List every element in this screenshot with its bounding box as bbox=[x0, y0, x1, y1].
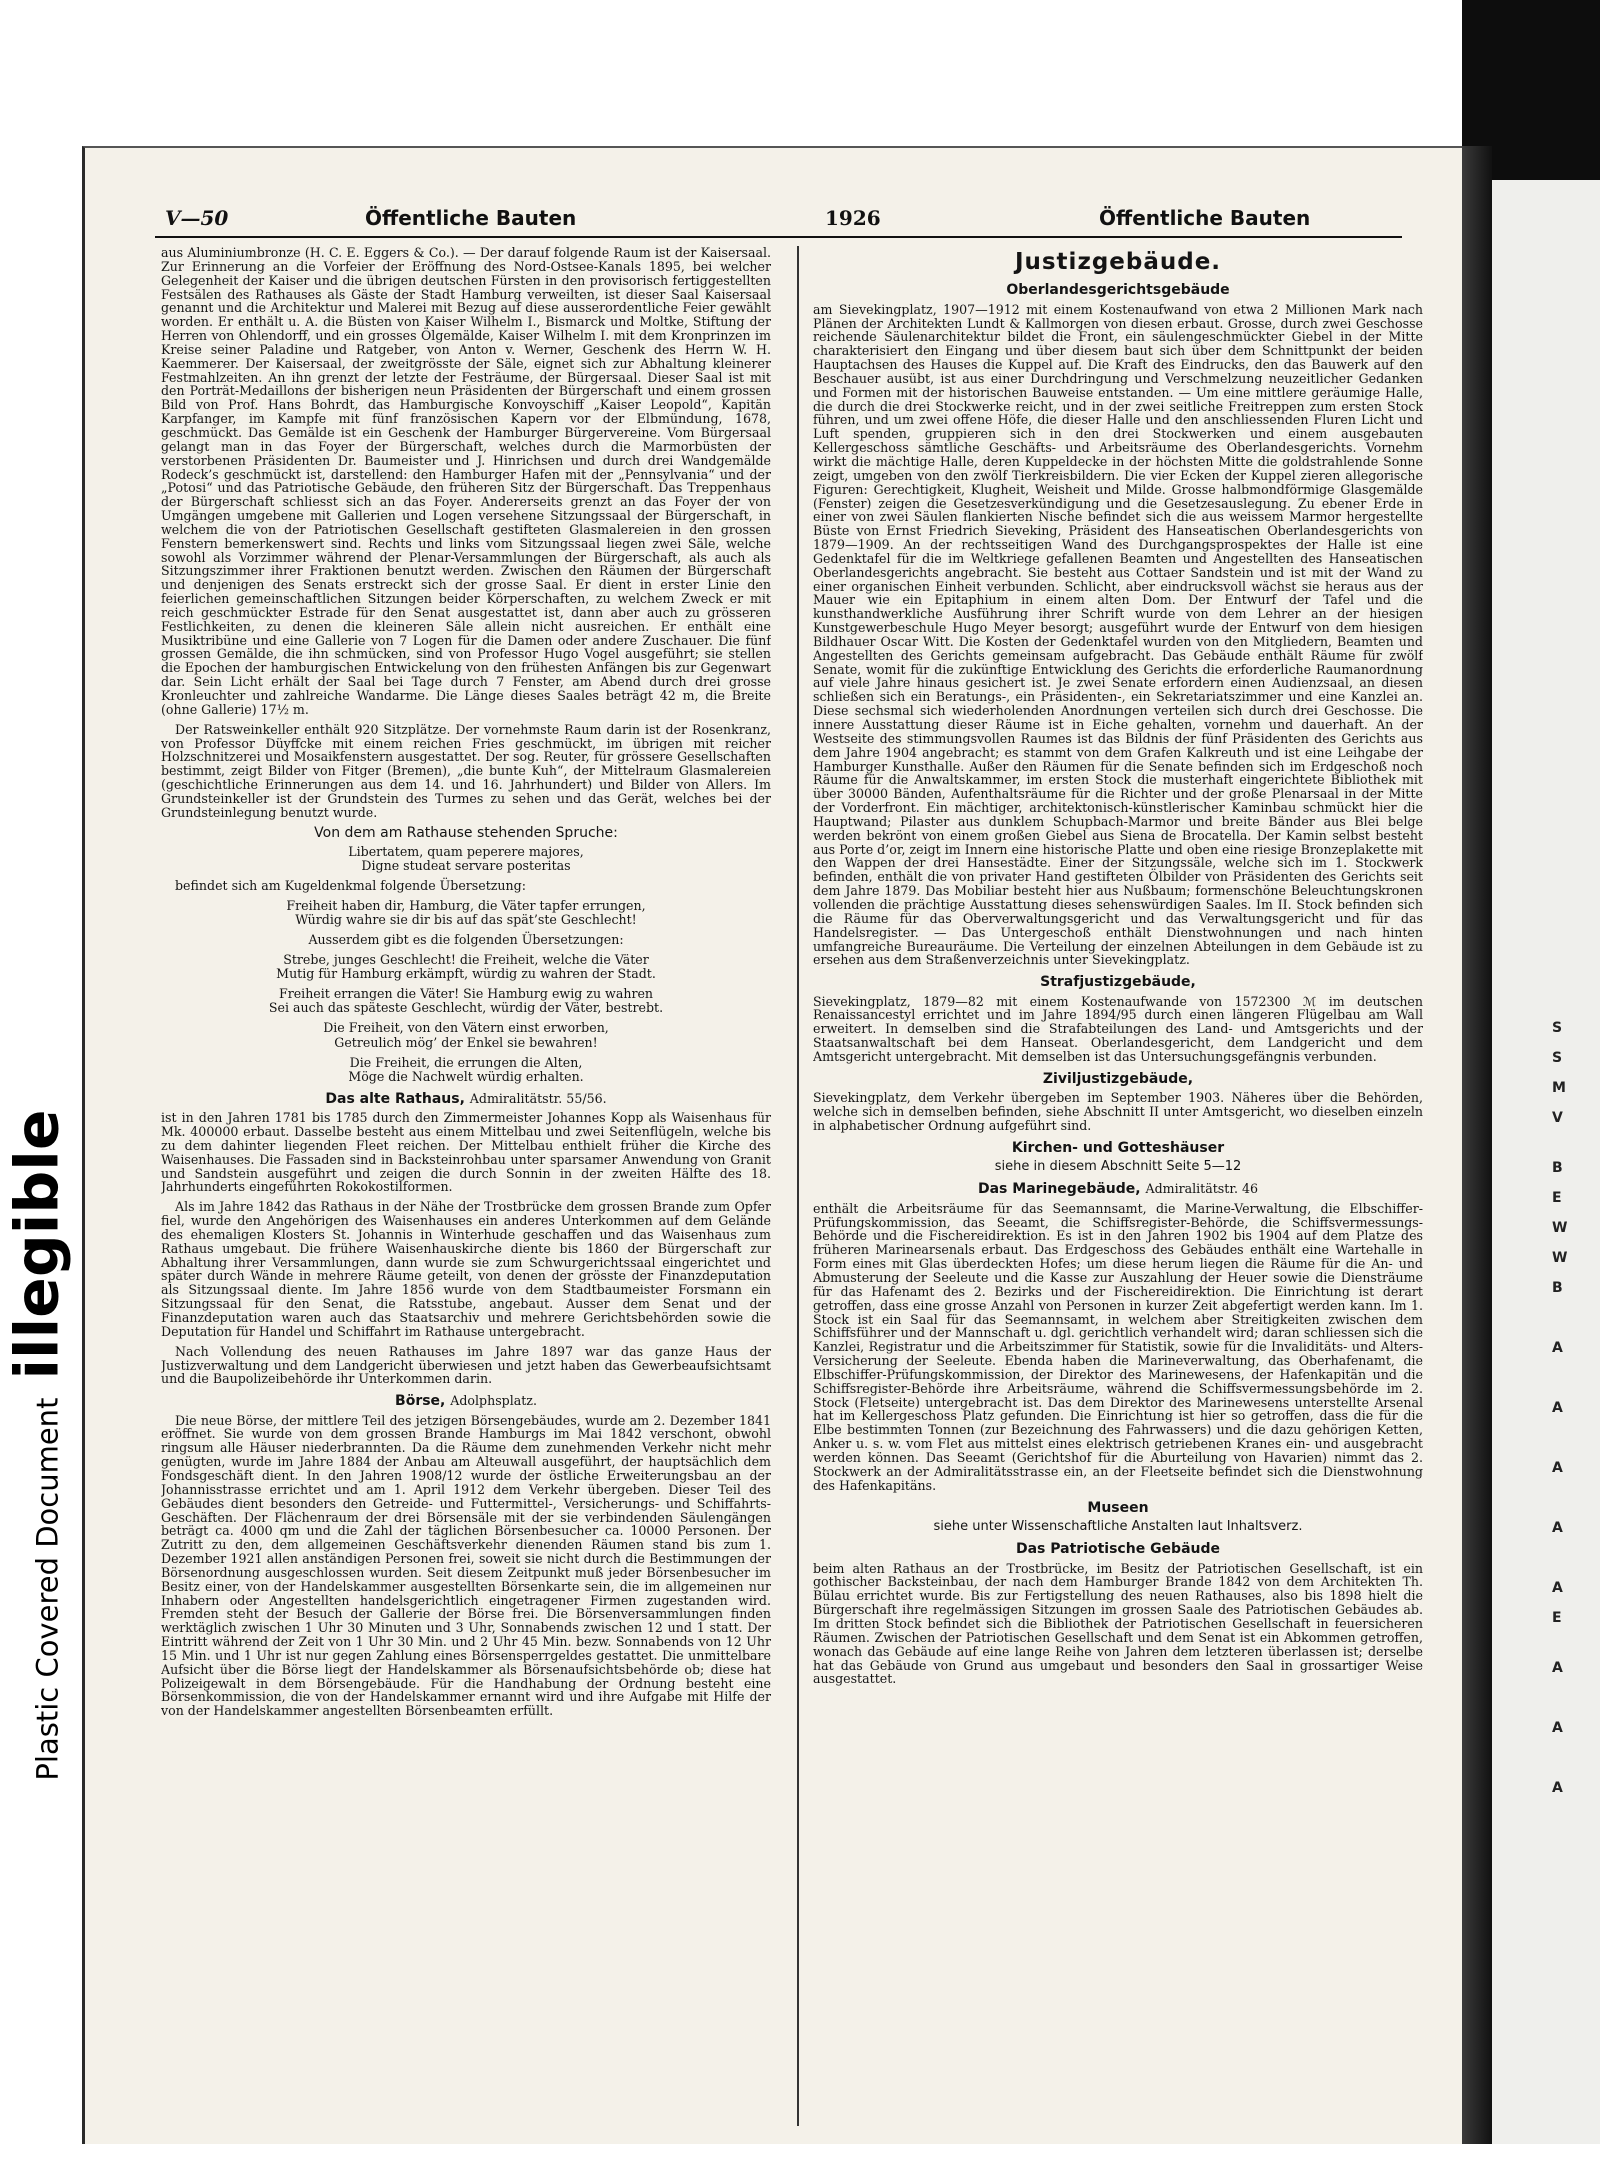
justizgebaeude-title: Justizgebäude. bbox=[1014, 249, 1222, 275]
left-column bbox=[161, 246, 771, 2126]
translation-1: Freiheit haben dir, Hamburg, die Väter tapfer errungen, Würdig wahre sie dir bis auf das spät’ste Geschlecht! bbox=[286, 898, 646, 928]
section-heading-kirchen: Kirchen- und Gotteshäuser bbox=[1011, 1139, 1225, 1156]
section-heading-altes-rathaus: Das alte Rathaus, Admiralitätstr. 55/56. bbox=[325, 1090, 607, 1107]
stamp-caption: Plastic Covered Document bbox=[31, 1397, 66, 1781]
translation-3: Freiheit errangen die Väter! Sie Hamburg ewig zu wahren Sei auch das späteste Geschlecht, würdig der Väter, bestrebt. bbox=[268, 986, 664, 1016]
translation-2: Strebe, junges Geschlecht! die Freiheit, welche die Väter Mutig für Hamburg erkämpft, würdig zu wahren der Stadt. bbox=[276, 952, 656, 982]
museen-reference: siehe unter Wissenschaftliche Anstalten laut Inhaltsverz. bbox=[933, 1518, 1303, 1534]
boerse-paragraph: Die neue Börse, der mittlere Teil des jetzigen Börsengebäudes, wurde am 2. Dezember 1841 eröffnet. Sie wurde von dem grossen Brande Hamburgs im Mai 1842 verschont, obwohl ringsum alle Häuser niederbrannten. Da die Räume dem zunehmenden Verkehr nicht mehr genügten, wurde im Jahre 1884 der Anbau am Alteuwall ausgeführt, der hauptsächlich dem Fondsgeschäft dient. In den Jahren 1908/12 wurde der östliche Erweiterungsbau an der Johannisstrasse errichtet und am 1. April 1912 dem Verkehr übergeben. Dieser Teil des Gebäudes dient besonders den Getreide- und Futtermittel-, Versicherungs- und Schiffahrts-Geschäften. Der Flächenraum der drei Börsensäle mit der sie verbindenden Säulengängen beträgt ca. 4000 qm und die Zahl der täglichen Börsenbesucher ca. 10000 Personen. Der Zutritt zu den, dem allgemeinen Geschäftsverkehr dienenden Räumen stand bis zum 1. Dezember 1921 allen anständigen Personen frei, soweit sie nicht durch die Bestimmungen der Börsenordnung ausgeschlossen wurden. Seit diesem Zeitpunkt muß jeder Börsenbesucher im Besitz einer, von der Handelskammer ausgestellten Börsenkarte sein, die im allgemeinen nur Inhabern oder Angestellten handelsgerichtlich eingetragener Firmen zugestanden wird. Fremden steht der Besuch der Gallerie der Börse frei. Die Börsenversammlungen finden werktäglich zwischen 1 Uhr 30 Minuten und 3 Uhr, Sonnabends zwischen 12 und 1 statt. Der Eintritt während der Zeit von 1 Uhr 30 Min. und 2 Uhr 45 Min. bezw. Sonnabends von 12 Uhr 15 Min. und 1 Uhr ist nur gegen Zahlung eines Börsensperrgeldes gestattet. Die unmittelbare Aufsicht über die Börse liegt der Handelskammer als Börsenaufsichtsbehörde ob; diese hat Polizeigewalt in dem Börsengebäude. Für die Handhabung der Ordnung besteht eine Börsenkommission, die von der Handelskammer ernannt wird und ihre Aufgabe mit Hilfe der von der Handelskammer angestellten Börsenbeamten erfüllt. bbox=[161, 1412, 771, 1719]
translation-4: Die Freiheit, von den Vätern einst erworben, Getreulich mög’ der Enkel sie bewahren! bbox=[323, 1020, 609, 1050]
patriotisches-gebaeude-paragraph: beim alten Rathaus an der Trostbrücke, im Besitz der Patriotischen Gesellschaft, ist ein gothischer Backsteinbau, der nach dem Hamburger Brande 1842 von dem Architekten Th. Bülau errichtet wurde. Bis zur Fertigstellung des neuen Rathauses, also bis 1898 hielt die Bürgerschaft ihre regelmässigen Sitzungen im grossen Saale des Patriotischen Gebäudes ab. Im dritten Stock befindet sich die Bibliothek der Patriotischen Gesellschaft in feuersicheren Räumen. Zwischen der Patriotischen Gesellschaft und dem Senat ist ein Abkommen getroffen, wonach das Gebäude auf eine lange Reihe von Jahren dem letzteren überlassen ist; derselbe hat das Gebäude von Grund aus umgebaut und besonders den Saal in grossartiger Weise ausgestattet. bbox=[813, 1560, 1423, 1687]
altes-rathaus-paragraph-2: Als im Jahre 1842 das Rathaus in der Nähe der Trostbrücke dem grossen Brande zum Opfer fiel, wurde den Angehörigen des Waisenhauses ein anderes Unterkommen auf dem Gelände des ehemaligen Klosters St. Johannis in Winterhude geschaffen und das Waisenhaus zum Rathaus umgebaut. Die frühere Waisenhauskirche diente bis 1860 der Bürgerschaft zur Abhaltung ihrer Versammlungen, dann wurde sie zum Schwurgerichtssaal eingerichtet und später durch Wände in mehrere Räume geteilt, von denen der grösste der Finanzdeputation als Sitzungssaal diente. Im Jahre 1856 wurde von dem Stadtbaumeister Forsmann ein Sitzungssaal für den Senat, die Ratsstube, angebaut. Ausser dem Senat und der Finanzdeputation waren auch das Staatsarchiv und mehrere Gerichtsbehörden sowie die Deputation für Handel und Schiffahrt im Rathause untergebracht. bbox=[161, 1199, 771, 1339]
section-heading-ziviljustiz: Ziviljustizgebäude, bbox=[1042, 1070, 1194, 1087]
ratsweinkeller-paragraph: Der Ratsweinkeller enthält 920 Sitzplätze. Der vornehmste Raum darin ist der Rosenkranz, von Professor Düyffcke mit einem reichen Fries geschmückt, im übrigen mit reicher Holzschnitzerei und Mosaikfenstern ausgestattet. Der sog. Reuter, für grössere Gesellschaften bestimmt, zeigt Bilder von Fitger (Bremen), „die bunte Kuh“, der Mittelraum Glasmalereien (geschichtliche Erinnerungen aus dem 14. und 16. Jahrhundert) und Bilder von Allers. Im Grundsteinkeller ist der Grundstein des Turmes zu sehen und das Gerät, welches bei der Grundsteinlegung benutzt wurde. bbox=[161, 721, 771, 820]
page-number: V—50 bbox=[165, 206, 229, 230]
column-divider bbox=[797, 246, 799, 2126]
running-title-left: Öffentliche Bauten bbox=[365, 206, 577, 230]
marinegebaeude-paragraph: enthält die Arbeitsräume für das Seemannsamt, die Marine-Verwaltung, die Elbschiffer-Prüfungskommission, das Seeamt, die Schiffsregister-Behörde, die Schiffsvermessungs-Behörde und die Fischereidirektion. Es ist in den Jahren 1902 bis 1904 auf dem Platze des früheren Marinearsenals erbaut. Das Erdgeschoss des Gebäudes enthält eine Wartehalle in Form eines mit Glas überdeckten Hofes; um diese herum liegen die Räume für die An- und Abmusterung der Seeleute und die Kasse zur Auszahlung der Heuer sowie die Diensträume für das Hafenamt des 2. Bezirks und der Fischereidirektion. Die Einrichtung ist derart getroffen, dass eine grosse Anzahl von Personen in kurzer Zeit abgefertigt werden kann. Im 1. Stock ist ein Saal für das Seemannsamt, in welchem aber Streitigkeiten zwischen dem Schiffsführer und der Mannschaft u. dgl. gerichtlich verhandelt wird; daran schliessen sich die Kanzlei, Registratur und die Arbeitszimmer für Statistik, sowie für die Invaliditäts- und Alters-Versicherung der Seeleute. Ebenda haben die Marineverwaltung, das Oberhafenamt, die Elbschiffer-Prüfungskommission, der Direktor des Marinewesens, der Hafenkapitän und die Schiffsregister-Behörde ihre Arbeitsräume, während die Schiffsvermessungsbehörde im 2. Stock (Fletseite) untergebracht ist. Das dem Direktor des Marinewesens unterstellte Arsenal hat im Kellergeschoss Platz gefunden. Die Einrichtung ist hier so getroffen, dass die für die Elbe bestimmten Tonnen (zur Bezeichnung des Fahrwassers) und die dazu gehörigen Ketten, Anker u. s. w. vom Flet aus mittelst eines elektrisch getriebenen Kranes ein- und ausgebracht werden können. Das Seeamt (Gerichtshof für die Aburteilung von Havarien) nimmt das 2. Stockwerk an der Admiralitätsstrasse ein, an der Fleetseite befindet sich die Dienstwohnung des Hafenkapitäns. bbox=[813, 1200, 1423, 1493]
plastic-covered-stamp bbox=[3, 1040, 74, 1850]
ziviljustiz-paragraph: Sievekingplatz, dem Verkehr übergeben im September 1903. Näheres über die Behörden, welche sich in demselben befinden, siehe Abschnitt II unter Amtsgericht, wo dieselben einzeln in alphabetischer Ordnung aufgeführt sind. bbox=[813, 1090, 1423, 1133]
scanned-page bbox=[82, 146, 1462, 2144]
strafjustiz-paragraph: Sievekingplatz, 1879—82 mit einem Kostenaufwande von 1572300 ℳ im deutschen Renaissancestyl errichtet und im Jahre 1894/95 durch einen längeren Flügelbau am Wall erweitert. In demselben sind die Strafabteilungen des Land- und Amtsgerichts und der Staatsanwaltschaft bei dem Hanseat. Oberlandesgericht, dem Landgericht und dem Amtsgericht untergebracht. Mit demselben ist das Untersuchungsgefängnis verbunden. bbox=[813, 993, 1423, 1064]
latin-motto: Libertatem, quam peperere majores, Digne studeat servare posteritas bbox=[348, 843, 584, 874]
translation-intro-2: Ausserdem gibt es die folgenden Übersetzungen: bbox=[308, 932, 624, 948]
oberlandesgericht-paragraph: am Sievekingplatz, 1907—1912 mit einem Kostenaufwand von etwa 2 Millionen Mark nach Plänen der Architekten Lundt & Kallmorgen von diesen erbaut. Grosse, durch zwei Geschosse reichende Säulenarchitektur bildet die Front, ein säulengeschmückter Giebel in der Mitte charakterisiert den Eingang und über diesem baut sich über dem Schnittpunkt der beiden Hauptachsen des Hauses die Kuppel auf. Die Kraft des Eindrucks, den das Bauwerk auf den Beschauer ausübt, ist aus einer Durchdringung und Verschmelzung neuzeitlicher Gedanken und Formen mit der historischen Bauweise entstanden. — Um eine mittlere geräumige Halle, die durch die drei Stockwerke reicht, und in der zwei seitliche Freitreppen zum ersten Stock führen, und um zwei offene Höfe, die dieser Halle und den anschliessenden Fluren Licht und Luft spenden, gruppieren sich in den drei Stockwerken und einem ausgebauten Kellergeschoss sämtliche Geschäfts- und Arbeitsräume des Oberlandesgerichts. Vornehm wirkt die mächtige Halle, deren Kuppeldecke in der höchsten Mitte die goldstrahlende Sonne zeigt, umgeben von den zwölf Tierkreisbildern. Die vier Ecken der Kuppel zieren allegorische Figuren: Gerechtigkeit, Klugheit, Weisheit und Milde. Grosse halbmondförmige Glasgemälde (Fenster) zeigen die Gesetzesverkündigung und die Gesetzesauslegung. Zu ebener Erde in einer von zwei Säulen flankierten Nische befindet sich die aus weissem Marmor hergestellte Büste von Ernst Friedrich Sieveking, Präsident des Hanseatischen Oberlandesgerichts von 1879—1909. An der rechtsseitigen Wand des Durchgangsprospektes der Halle ist eine Gedenktafel für die im Weltkriege gefallenen Beamten und Angestellten des Hanseatischen Oberlandesgerichts angebracht. Sie besteht aus Cottaer Sandstein und ist mit der Wand zu einer organischen Einheit verbunden. Schlicht, aber eindrucksvoll wächst sie heraus aus der Mauer wie ein Epitaphium in einem alten Dom. Der Entwurf der Tafel und die kunsthandwerkliche Ausführung ihrer Schrift wurde von dem Lehrer an der hiesigen Kunstgewerbeschule Hugo Meyer besorgt; ausgeführt wurde der Entwurf von dem hiesigen Bildhauer Oscar Witt. Die Kosten der Gedenktafel wurden von den Mitgliedern, Beamten und Angestellten des Gerichts gemeinsam aufgebracht. Das Gebäude enthält Räume für zwölf Senate, womit für die zukünftige Entwicklung des Gerichts die erforderliche Raumanordnung auf viele Jahre hinaus gesichert ist. Je zwei Senate erfordern einen Audienzsaal, an diesen schließen sich ein Beratungs-, ein Präsidenten-, ein Sekretariatszimmer und eine Kanzlei an. Diese sechsmal sich wiederholenden Anordnungen verteilen sich durch drei Geschosse. Die innere Ausstattung dieser Räume ist in Eiche gehalten, vornehm und dauerhaft. An der Westseite des stimmungsvollen Raumes ist das Bildnis der fünf Präsidenten des Gerichts aus dem Jahre 1904 angebracht; es stammt von dem Grafen Kalkreuth und ist eine Leihgabe der Hamburger Kunsthalle. Außer den Räumen für die Senate befinden sich im Erdgeschoß noch Räume für die Anwaltskammer, im ersten Stock die musterhaft eingerichtete Bibliothek mit über 30000 Bänden, Aufenthaltsräume für die Richter und der große Plenarsaal in der Mitte der Vorderfront. Ein mächtiger, architektonisch-künstlerischer Kaminbau schmückt hier die Hauptwand; Pilaster aus dunklem Schupbach-Marmor und breite Bänder aus Blei belge werden bekrönt von einem großen Giebel aus Siena de Brocatella. Der Kamin selbst besteht aus Porte d’or, zeigt im Innern eine historische Platte und oben eine riesige Bronzeplakette mit den Wappen der drei Hansestädte. Einer der Sitzungssäle, welche sich im 1. Stockwerk befinden, enthält die von privater Hand gestifteten Ölbilder von Präsidenten des Gerichts seit dem Jahre 1879. Das Mobiliar besteht hier aus Nußbaum; formenschöne Beleuchtungskronen vollenden die prächtige Ausstattung dieses sehenswürdigen Saales. Im II. Stock befinden sich die Räume für das Oberverwaltungsgericht und das Verwaltungsgericht und für das Handelsregister. — Das Untergeschoß enthält Dienstwohnungen und nach hinten umfangreiche Bureauräume. Die Verteilung der einzelnen Abteilungen in dem Gebäude ist zu ersehen aus dem Straßenverzeichnis unter Sievekingplatz. bbox=[813, 301, 1423, 968]
page-header bbox=[155, 206, 1402, 238]
section-heading-boerse: Börse, Adolphsplatz. bbox=[395, 1393, 537, 1410]
kirchen-reference: siehe in diesem Abschnitt Seite 5—12 bbox=[994, 1159, 1242, 1175]
rathaus-paragraph-1: aus Aluminiumbronze (H. C. E. Eggers & Co.). — Der darauf folgende Raum ist der Kaisersaal. Zur Erinnerung an die Vorfeier der Eröffnung des Nord-Ostsee-Kanals 1895, bei welcher Gelegenheit der Kaiser und die übrigen deutschen Fürsten in den provisorisch fertiggestellten Festsälen des Rathauses als Gäste der Stadt Hamburg verweilten, ist dieser Saal Kaisersaal genannt und die Architektur und Malerei mit Bezug auf diese ausserordentliche Feier gewählt worden. Er enthält u. A. die Büsten von Kaiser Wilhelm I., Bismarck und Moltke, Stiftung der Herren von Ohlendorff, und ein grosses Ölgemälde, Kaiser Wilhelm I. mit dem Kronprinzen im Kreise seiner Paladine und Ratgeber, von Anton v. Werner, Geschenk des Herrn W. H. Kaemmerer. Der Kaisersaal, der zweitgrösste der Säle, eignet sich zur Abhaltung kleinerer Festmahlzeiten. An ihn grenzt der letzte der Festräume, der Bürgersaal. Dieser Saal ist mit den Porträt-Medaillons der bisherigen neun Präsidenten der Bürgerschaft und einem grossen Bild von Prof. Hans Bohrdt, das Hamburgische Konvoyschiff „Kaiser Leopold“, Kapitän Karpfanger, im Kampfe mit fünf französischen Kapern vor der Elbmündung, 1678, geschmückt. Das Gemälde ist ein Geschenk der Hamburger Bürgervereine. Vom Bürgersaal gelangt man in das Foyer der Bürgerschaft, welches durch die Marmorbüsten der verstorbenen Präsidenten Dr. Baumeister und J. Hinrichsen und durch drei Wandgemälde Rodeck’s geschmückt ist, darstellend: den Hamburger Hafen mit der „Pennsylvania“ und der „Potosi“ und das Patriotische Gebäude, den früheren Sitz der Bürgerschaft. Das Treppenhaus der Bürgerschaft schliesst sich an das Foyer. Andererseits grenzt an das Foyer der von Umgängen umgebene mit Gallerien und Logen versehene Sitzungssaal der Bürgerschaft, in welchem die von der Patriotischen Gesellschaft gestifteten Glasmalereien in den grossen Fenstern bemerkenswert sind. Rechts und links vom Sitzungssaal liegen zwei Säle, welche sowohl als Vorzimmer während der Plenar-Versammlungen der Bürgerschaft, als auch als Sitzungszimmer ihrer Fraktionen benutzt werden. Zwischen den Räumen der Bürgerschaft und denjenigen des Senats erstreckt sich der grosse Saal. Er dient in erster Linie den feierlichen gemeinschaftlichen Sitzungen beider Körperschaften, zu welchem Zweck er mit reich geschmückter Estrade für den Senat ausgestattet ist, dann aber auch zu grösseren Festlichkeiten, zu denen die kleineren Säle allein nicht ausreichen. Er enthält eine Musiktribüne und eine Gallerie von 7 Logen für die Damen oder andere Zuschauer. Die fünf grossen Gemälde, die ihn schmücken, sind von Professor Hugo Vogel ausgeführt; sie stellen die Epochen der hamburgischen Entwickelung von den frühesten Anfängen bis zur Gegenwart dar. Sein Licht erhält der Saal bei Tage durch 7 Fenster, am Abend durch drei grosse Kronleuchter und zahlreiche Wandarme. Die Länge dieses Saales beträgt 42 m, die Breite (ohne Gallerie) 17½ m. bbox=[161, 246, 771, 717]
section-heading-strafjustiz: Strafjustizgebäude, bbox=[1040, 974, 1196, 991]
translation-5: Die Freiheit, die errungen die Alten, Möge die Nachwelt würdig erhalten. bbox=[348, 1054, 584, 1084]
running-title-right: Öffentliche Bauten bbox=[1099, 206, 1311, 230]
translation-intro-1: befindet sich am Kugeldenkmal folgende Übersetzung: bbox=[175, 878, 526, 894]
scanner-shadow bbox=[1462, 146, 1492, 2144]
adjacent-page-edge: S S M V B E W W B A A A A A E A A A bbox=[1492, 180, 1600, 2144]
motto-heading: Von dem am Rathause stehenden Spruche: bbox=[314, 824, 618, 841]
section-heading-patriotisches-gebaeude: Das Patriotische Gebäude bbox=[1015, 1541, 1221, 1558]
section-heading-museen: Museen bbox=[1087, 1499, 1149, 1516]
section-heading-marinegebaeude: Das Marinegebäude, Admiralitätstr. 46 bbox=[977, 1181, 1259, 1198]
header-year: 1926 bbox=[825, 206, 881, 230]
altes-rathaus-paragraph-3: Nach Vollendung des neuen Rathauses im Jahre 1897 war das ganze Haus der Justizverwaltung und dem Landgericht überwiesen und jetzt haben das Gewerbeaufsichtsamt und die Baupolizeibehörde ihr Unterkommen darin. bbox=[161, 1343, 771, 1387]
altes-rathaus-paragraph-1: ist in den Jahren 1781 bis 1785 durch den Zimmermeister Johannes Kopp als Waisenhaus für Mk. 400000 erbaut. Dasselbe besteht aus einem Mittelbau und zwei Seitenflügeln, welche bis zu dem dahinter liegenden Fleet reichen. Der Mittelbau enthielt früher die Kirche des Waisenhauses. Die Fassaden sind in Backsteinrohbau unter sparsamer Anwendung von Granit und Sandstein ausgeführt und zeigen die durch Sonnin in der zweiten Hälfte des 18. Jahrhunderts eingeführten Rokokostilformen. bbox=[161, 1110, 771, 1195]
stamp-illegible-label: illegible bbox=[3, 1109, 74, 1380]
section-heading-oberlandesgericht: Oberlandesgerichtsgebäude bbox=[1006, 282, 1230, 299]
right-column bbox=[813, 246, 1423, 2126]
